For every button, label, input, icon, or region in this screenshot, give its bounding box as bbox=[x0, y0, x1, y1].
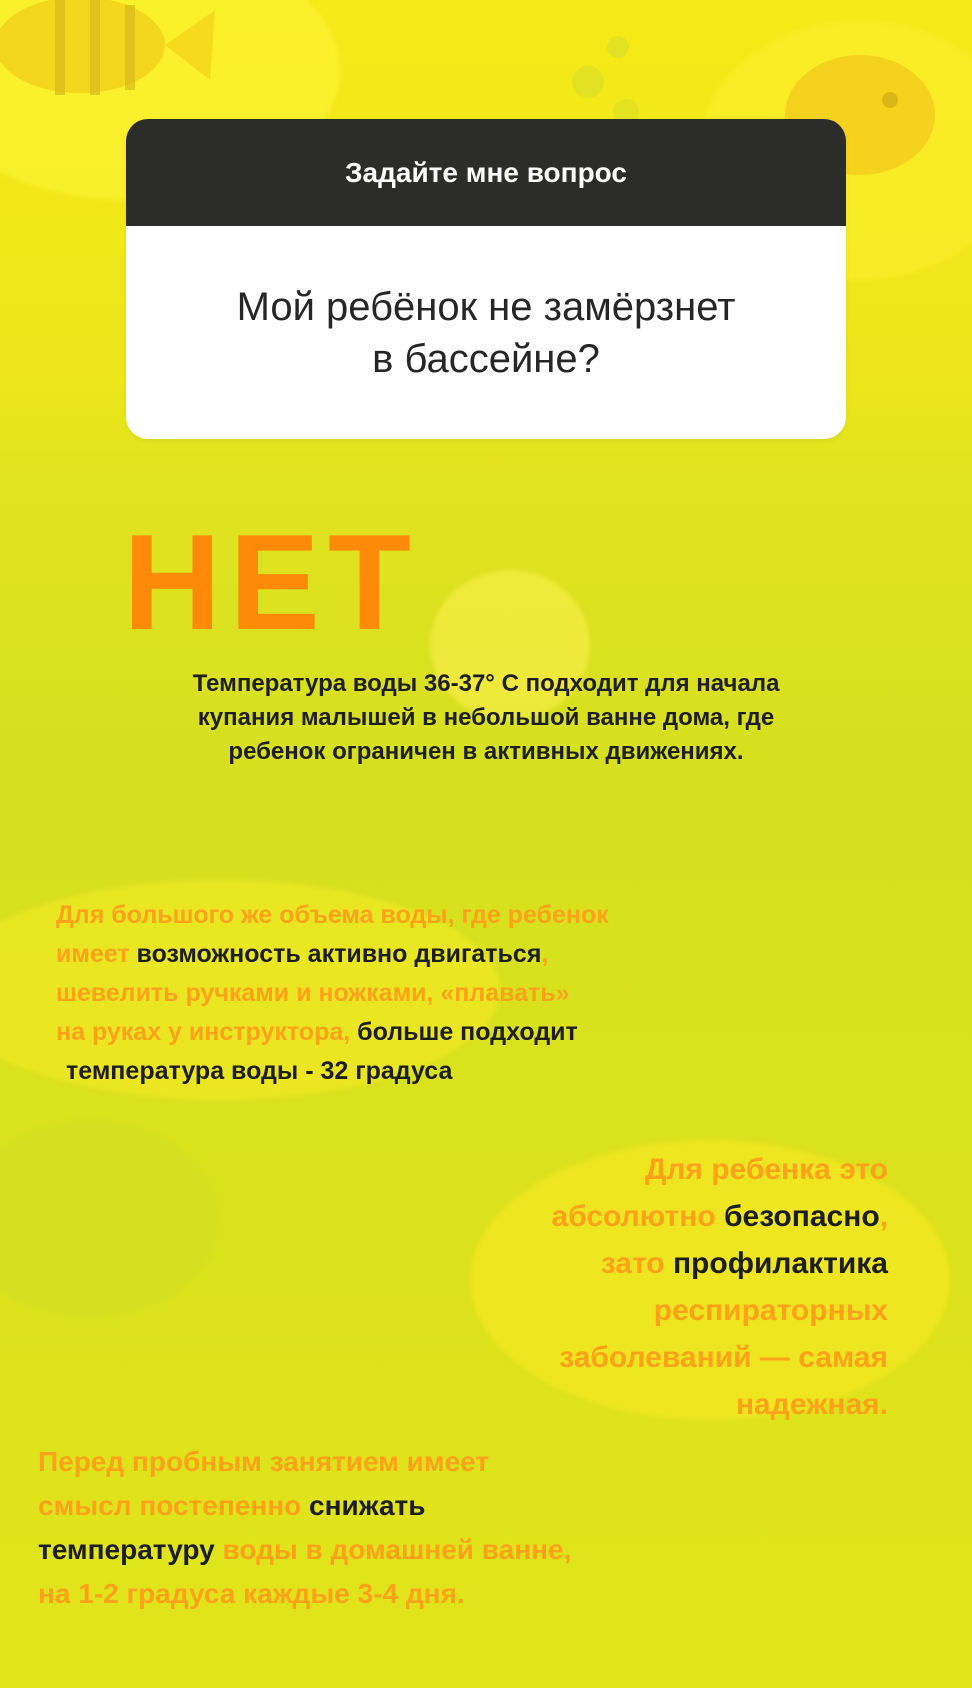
paragraph-4-line-1: Перед пробным занятием имеет bbox=[38, 1446, 490, 1477]
fish-decoration-icon bbox=[0, 0, 250, 110]
background-ring-left bbox=[0, 1120, 220, 1320]
answer-headline: НЕТ bbox=[123, 506, 419, 658]
paragraph-2-line-2-comma: , bbox=[541, 940, 549, 968]
paragraph-3-line-1: Для ребенка это bbox=[644, 1153, 888, 1186]
question-sticker-header: Задайте мне вопрос bbox=[126, 119, 846, 226]
paragraph-3-line-3 bbox=[368, 1240, 888, 1287]
answer-paragraph-3 bbox=[368, 1146, 888, 1428]
paragraph-2-line-3: шевелить ручками и ножками, «плавать» bbox=[56, 979, 570, 1007]
paragraph-3-line-2-emphasis: безопасно bbox=[724, 1200, 880, 1233]
paragraph-3-line-2-comma: , bbox=[879, 1200, 888, 1233]
paragraph-3-line-3-emphasis: профилактика bbox=[672, 1247, 888, 1280]
paragraph-3-line-2 bbox=[368, 1193, 888, 1240]
paragraph-4-line-2 bbox=[38, 1484, 758, 1528]
paragraph-2-line-2 bbox=[56, 935, 756, 974]
answer-paragraph-1: Температура воды 36-37° С подходит для начала купания малышей в небольшой ванне дома, где ребенок ограничен в активных движениях. bbox=[192, 670, 780, 765]
paragraph-2-line-4 bbox=[56, 1013, 756, 1052]
paragraph-4-line-2-emphasis: снижать bbox=[309, 1490, 426, 1521]
paragraph-3-line-3-accent: зато bbox=[600, 1247, 665, 1280]
paragraph-4-line-3 bbox=[38, 1528, 758, 1572]
paragraph-2-line-5: температура воды - 32 градуса bbox=[66, 1057, 453, 1085]
paragraph-4-line-3-accent: воды в домашней ванне, bbox=[222, 1534, 572, 1565]
paragraph-3-line-4: респираторных bbox=[653, 1294, 888, 1327]
paragraph-2-line-1: Для большого же объема воды, где ребенок bbox=[56, 901, 609, 929]
paragraph-4-line-3-emphasis: температуру bbox=[38, 1534, 215, 1565]
question-text: Мой ребёнок не замёрзнет в бассейне? bbox=[236, 284, 736, 381]
paragraph-3-line-5: заболеваний — самая bbox=[559, 1341, 888, 1374]
question-sticker bbox=[126, 119, 846, 439]
paragraph-2-line-4-emphasis: больше подходит bbox=[357, 1018, 578, 1046]
paragraph-3-line-2-accent: абсолютно bbox=[551, 1200, 716, 1233]
answer-paragraph-2 bbox=[56, 896, 756, 1091]
paragraph-3-line-6: надежная. bbox=[735, 1388, 888, 1421]
paragraph-4-line-2-accent: смысл постепенно bbox=[38, 1490, 302, 1521]
paragraph-2-line-4-accent: на руках у инструктора, bbox=[56, 1018, 351, 1046]
answer-paragraph-4 bbox=[38, 1440, 758, 1616]
paragraph-2-line-2-emphasis: возможность активно двигаться bbox=[136, 940, 542, 968]
paragraph-2-line-2-accent: имеет bbox=[56, 940, 130, 968]
paragraph-4-line-4: на 1-2 градуса каждые 3-4 дня. bbox=[38, 1578, 465, 1609]
